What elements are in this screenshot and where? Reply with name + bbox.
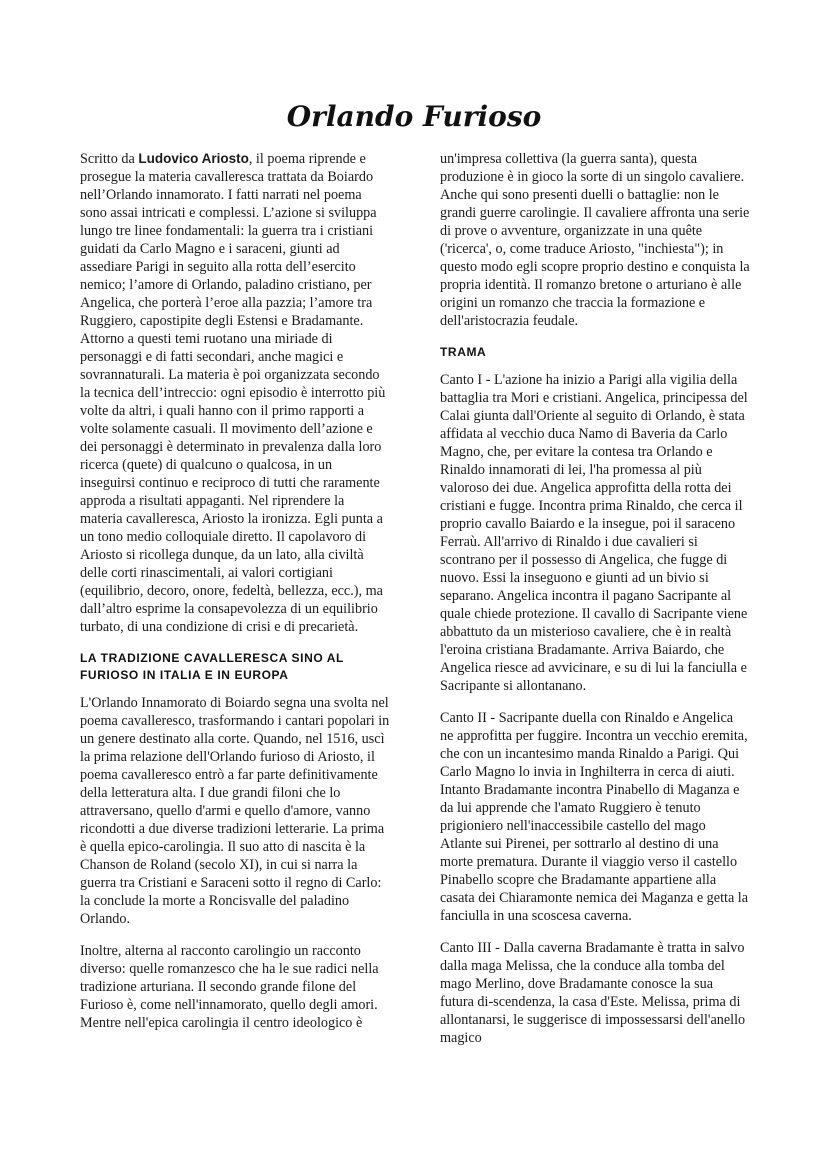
tradizione-paragraph: L'Orlando Innamorato di Boiardo segna una svolta nel poema cavalleresco, trasformando i cantari popolari in un genere destinato alla corte. Quando, nel 1516, uscì la prima relazione dell'Orlando furioso di Ariosto, il poema cavalleresco entrò a far parte definitivamente della letteratura alta. I due grandi filoni che lo attraversano, quello d'armi e quello d'amore, vanno ricondotti a due diverse tradizioni letterarie. La prima è quella epico-carolingia. Il suo atto di nascita è la Chanson de Roland (secolo XI), in cui si narra la guerra tra Cristiani e Saraceni sotto il regno di Carlo: la conclude la morte a Roncisvalle del paladino Orlando.	[80, 695, 390, 927]
canto-3-paragraph: Canto III - Dalla caverna Bradamante è tratta in salvo dalla maga Melissa, che la conduce alla tomba del mago Merlino, dove Bradamante conosce la sua futura di-scendenza, la casa d'Este. Melissa, prima di allontanarsi, le suggerisce di impossessarsi dell'anello magico	[440, 940, 746, 1046]
author-name: Ludovico Ariosto	[138, 151, 249, 166]
arturiano-paragraph: un'impresa collettiva (la guerra santa), questa produzione è in gioco la sorte di un singolo cavaliere. Anche qui sono presenti duelli o battaglie: non le grandi guerre carolingie. Il cavaliere affronta una serie di prove o avventure, organizzate in una quête ('ricerca', o, come traduce Ariosto, "inchiesta"); in questo modo egli scopre proprio destino e conquista la propria identità. Il romanzo bretone o arturiano è alle origini un romanzo che traccia la formazione e dell'aristocrazia feudale.	[440, 151, 750, 329]
document-title: Orlando Furioso	[286, 100, 542, 133]
intro-prefix: Scritto da	[80, 151, 139, 167]
section-heading-trama: TRAMA	[440, 345, 487, 359]
canto-1-paragraph: Canto I - L'azione ha inizio a Parigi alla vigilia della battaglia tra Mori e cristiani. Angelica, principessa del Calai giunta dall'Oriente al seguito di Orlando, è stata affidata al vecchio duca Namo di Baveria da Carlo Magno, che, per evitare la contesa tra Orlando e Rinaldo innamorati di lei, l'ha promessa al più valoroso dei due. Angelica approfitta della rotta dei cristiani e fugge. Incontra prima Rinaldo, che cerca il proprio cavallo Baiardo e la insegue, poi il saraceno Ferraù. All'arrivo di Rinaldo i due cavalieri si scontrano per il possesso di Angelica, che fugge di nuovo. Essi la inseguono e giunti ad un bivio si separano. Angelica incontra il pagano Sacripante al quale chiede protezione. Il cavallo di Sacripante viene abbattuto da un misterioso cavaliere, che è in realtà l'eroina cristiana Bradamante. Arriva Baiardo, che Angelica riesce ad avvicinare, e su di lui la fanciulla e Sacripante si allontanano.	[440, 372, 748, 694]
intro-text: , il poema riprende e prosegue la materia cavalleresca trattata da Boiardo nell’Orlando innamorato. I fatti narrati nel poema sono assai intricati e complessi. L’azione si sviluppa lungo tre linee fondamentali: la guerra tra i cristiani guidati da Carlo Magno e i saraceni, giunti ad assediare Parigi in seguito alla rotta dell’esercito nemico; l’amore di Orlando, paladino cristiano, per Angelica, che porterà l’eroe alla pazzia; l’amore tra Ruggiero, capostipite degli Estensi e Bradamante. Attorno a questi temi ruotano una miriade di personaggi e di fatti secondari, anche magici e sovrannaturali. La materia è poi organizzata secondo la tecnica dell’intreccio: ogni episodio è interrotto più volte da altri, i quali hanno con il primo rapporti a volte solamente casuali. Il movimento dell’azione e dei personaggi è determinato in prevalenza dalla loro ricerca (quete) di qualcuno o qualcosa, in un inseguirsi continuo e reciproco di tutti che raramente approda a risultati appaganti. Nel riprendere la materia cavalleresca, Ariosto la ironizza. Egli punta a un tono medio colloquiale diretto. Il capolavoro di Ariosto si ricollega dunque, da un lato, alla civiltà delle corti rinascimentali, ai valori cortigiani (equilibrio, decoro, onore, fedeltà, bellezza, ecc.), ma dall’altro esprime la consapevolezza di un equilibrio turbato, di una condizione di crisi e di precarietà.	[80, 151, 386, 635]
romanzesco-paragraph: Inoltre, alterna al racconto carolingio un racconto diverso: quelle romanzesco che ha le sue radici nella tradizione arturiana. Il secondo grande filone del Furioso è, come nell'innamorato, quello degli amori. Mentre nell'epica carolingia il centro ideologico è	[80, 943, 379, 1031]
canto-2-paragraph: Canto II - Sacripante duella con Rinaldo e Angelica ne approfitta per fuggire. Incontra un vecchio eremita, che con un incantesimo manda Rinaldo a Parigi. Qui Carlo Magno lo invia in Inghilterra in cerca di aiuti. Intanto Bradamante incontra Pinabello di Maganza e da lui apprende che l'amato Ruggiero è tenuto prigioniero nell'inaccessibile castello del mago Atlante sui Pirenei, per sottrarlo al destino di una morte prematura. Durante il viaggio verso il castello Pinabello scopre che Bradamante appartiene alla casata dei Chiaramonte nemica dei Maganza e getta la fanciulla in una scoscesa caverna.	[440, 710, 749, 924]
intro-paragraph	[80, 150, 390, 636]
section-heading-tradizione: LA TRADIZIONE CAVALLERESCA SINO AL FURIOSO IN ITALIA E IN EUROPA	[80, 651, 344, 682]
left-column	[80, 150, 390, 1046]
right-column	[440, 150, 750, 1061]
